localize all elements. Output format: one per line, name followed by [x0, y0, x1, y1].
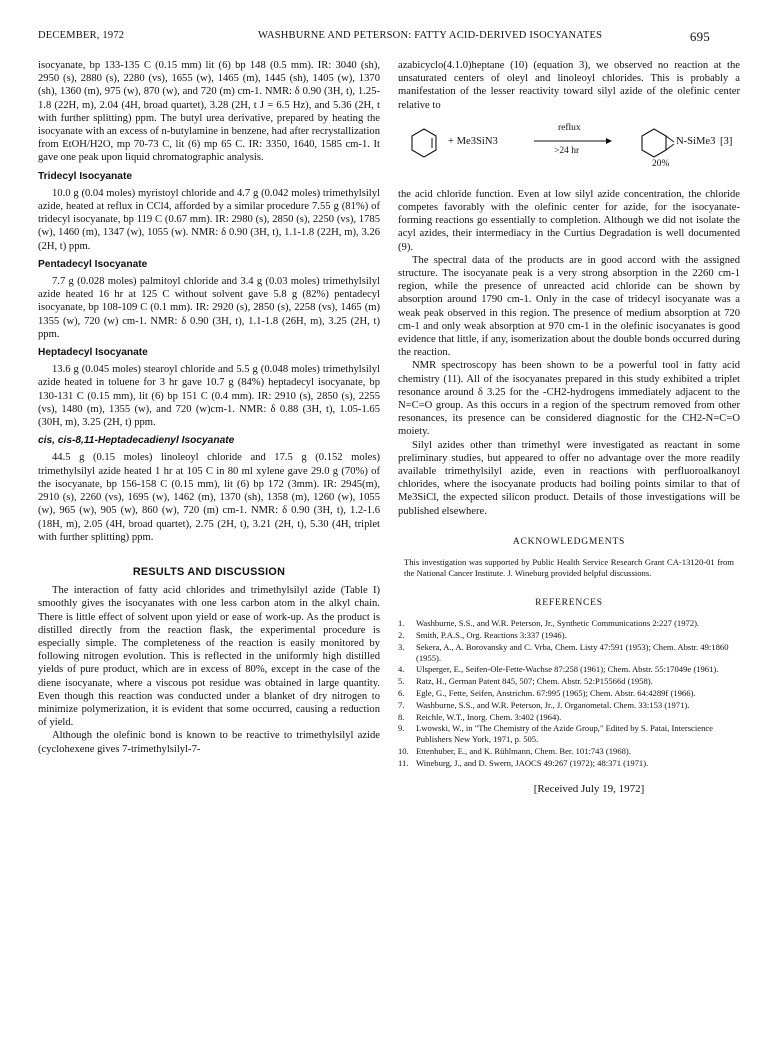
reference-number: 6.	[398, 688, 405, 699]
reference-number: 2.	[398, 630, 405, 641]
reagent-label: + Me3SiN3	[448, 135, 498, 147]
references-heading: REFERENCES	[535, 598, 603, 609]
section-heading-heptadecyl: Heptadecyl Isocyanate	[38, 347, 148, 359]
yield-label: 20%	[652, 158, 670, 169]
reference-number: 4.	[398, 664, 405, 675]
reference-number: 5.	[398, 676, 405, 687]
reference-number: 11.	[398, 757, 409, 768]
reference-item	[398, 618, 740, 629]
reference-item	[398, 723, 740, 745]
reference-text: Lwowski, W., in "The Chemistry of the Azide Group," Edited by S. Patai, Interscience Publishers New York, 1971, p. 505.	[416, 723, 713, 745]
reference-text: Wineburg, J., and D. Swern, JAOCS 49:267 (1972); 48:371 (1971).	[416, 757, 649, 768]
reference-number: 1.	[398, 618, 405, 629]
product-label: N-SiMe3	[676, 135, 716, 147]
reference-text: Sekera, A., A. Borovansky and C. Vrba, Chem. Listy 47:591 (1953); Chem. Abstr. 49:1860 (1955).	[416, 641, 729, 663]
received-date: [Received July 19, 1972]	[533, 782, 645, 795]
page-number: 695	[689, 29, 710, 44]
reference-number: 8.	[398, 711, 405, 722]
reference-number: 7.	[398, 699, 405, 710]
section-heading-heptadecadienyl: cis, cis-8,11-Heptadecadienyl Isocyanate	[38, 435, 235, 447]
aziridine-bond	[666, 144, 674, 150]
paragraph: 44.5 g (0.15 moles) linoleoyl chloride and 17.5 g (0.152 moles) trimethylsilyl azide heated 1 hr at 105 C in 80 ml xylene gave 29.0 g (70%) of the isocyanate, bp 156-158 C (0.15 mm), lit (6) bp 172 (3mm). IR: 2945(m), 2910 (s), 2260 (vs), 1695 (w), 1462 (m), 1370 (sh), 1358 (m), 1260 (w), 1055 (w), 965 (w), 905 (w), 860 (w), 720 (m) cm-1. NMR: δ 0.90 (3H, t), 1.2-1.6 (18H, m), 2.05 (4H, broad quartet), 2.75 (2H, t), 3.21 (2H, t), 5.30 (4H, triplet with further splitting) ppm.	[38, 452, 380, 543]
reference-number: 3.	[398, 641, 405, 652]
reaction-equation-3	[398, 120, 740, 178]
reference-text: Ulsperger, E., Seifen-Ole-Fette-Wachse 87:258 (1961); Chem. Abstr. 55:17049e (1961).	[416, 664, 719, 675]
reference-item	[398, 700, 740, 711]
reference-item	[398, 630, 740, 641]
reference-item	[398, 746, 740, 757]
reference-text: Washburne, S.S., and W.R. Peterson, Jr., Synthetic Communications 2:227 (1972).	[416, 618, 700, 629]
reference-item	[398, 712, 740, 723]
acknowledgments-text: This investigation was supported by Public Health Service Research Grant CA-13120-01 from the National Cancer Institute. J. Wineburg provided helpful discussions.	[404, 557, 734, 579]
reference-item	[398, 758, 740, 769]
reference-text: Ettenhuber, E., and K. Rühlmann, Chem. Ber. 101:743 (1968).	[416, 746, 631, 757]
paragraph: The interaction of fatty acid chlorides and trimethylsilyl azide (Table I) smoothly gives the isocyanates with one less carbon atom in the alkyl chain. There is little effect of solvent upon yield or ease of work-up. As the product is distilled directly from the reaction flask, the experimental procedure is especially simple. The completeness of the reaction is easily monitored by following nitrogen evolution. This is reflected in the uniformly high distilled yields of pure product, which are in excess of 80%, except in the case of the diene isocyanate, where a viscous pot residue was obtained in large quantity. Even though this reaction was conducted under a blanket of dry nitrogen to minimize polymerization, it is evident that some occurred, causing a reduction of yield.	[38, 585, 380, 729]
paragraph: Although the olefinic bond is known to be reactive to trimethylsilyl azide (cyclohexene gives 7-trimethylsilyl-7-	[38, 730, 380, 755]
section-heading-pentadecyl: Pentadecyl Isocyanate	[38, 258, 148, 270]
reference-text: Reichle, W.T., Inorg. Chem. 3:402 (1964).	[416, 711, 562, 722]
left-column	[38, 59, 380, 756]
reference-number: 10.	[398, 746, 409, 757]
paragraph: 13.6 g (0.045 moles) stearoyl chloride and 5.5 g (0.048 moles) trimethylsilyl azide heated in toluene for 3 hr gave 10.7 g (84%) heptadecyl isocyanate, bp 130-131 C (0.15 mm), lit (6) bp 151 C (0.4 mm). IR: 2910 (s), 2850 (s), 2255 (vs), 1480 (m), 1355 (w), and 720 (w)cm-1. NMR: δ 0.88 (3H, t), 1.05-1.65 (30H, m), 3.25 (2H, t) ppm.	[38, 364, 380, 429]
equation-number: [3]	[720, 135, 733, 147]
section-heading-tridecyl: Tridecyl Isocyanate	[38, 170, 132, 182]
reference-text: Washburne, S.S., and W.R. Peterson, Jr., J. Organometal. Chem. 33:153 (1971).	[416, 699, 690, 710]
reference-item	[398, 664, 740, 675]
paragraph: NMR spectroscopy has been shown to be a powerful tool in fatty acid chemistry (11). All of the isocyanates prepared in this study exhibited a triplet resonance around δ 3.25 for the -CH2-hydrogens immediately adjacent to the N=C=O group. As this occurs in a region of the spectrum removed from other resonances, its presence can be considered diagnostic for the CH2-N=C=O moiety.	[398, 360, 740, 438]
running-header	[38, 30, 710, 46]
arrow-condition-below: >24 hr	[554, 145, 580, 156]
paragraph: Silyl azides other than trimethyl were investigated as reactant in some preliminary studies, but appeared to offer no advantage over the more readily available trimethylsilyl azide, even in reactions with perfluoroalkanoyl chlorides, where the isocyanate products had boiling points similar to that of Me3SiCl, the expected silicon product. Details of those investigations will be published elsewhere.	[398, 439, 740, 517]
paragraph: 10.0 g (0.04 moles) myristoyl chloride and 4.7 g (0.042 moles) trimethylsilyl azide, heated at reflux in CCl4, afforded by a similar procedure 7.55 g (81%) of tridecyl isocyanate, bp 119 C (0.67 mm). IR: 2980 (s), 2850 (s), 2250 (vs), 1785 (w), 1460 (m), 1347 (w), 1055 (w). NMR: δ 0.90 (3H, t), 1.1-1.8 (22H, m), 3.26 (2H, t) ppm.	[38, 187, 380, 252]
arrow-head	[606, 138, 612, 144]
results-heading: RESULTS AND DISCUSSION	[132, 565, 286, 578]
reference-item	[398, 688, 740, 699]
reference-text: Ratz, H., German Patent 845, 507; Chem. Abstr. 52:P15566d (1958).	[416, 676, 653, 687]
reference-item	[398, 642, 740, 664]
paragraph: 7.7 g (0.028 moles) palmitoyl chloride and 3.4 g (0.03 moles) trimethylsilyl azide heated 16 hr at 125 C without solvent gave 5.8 g (82%) pentadecyl isocyanate, bp 108-109 C (0.1 mm). IR: 2920 (s), 2850 (s), 2258 (vs), 1465 (m) 1355 (w), 720 (w) cm-1. NMR: δ 0.90 (3H, t), 1.1-1.8 (26H, m), 3.25 (2H, t) ppm.	[38, 276, 380, 340]
reference-text: Smith, P.A.S., Org. Reactions 3:337 (1946).	[416, 630, 567, 641]
reference-item	[398, 676, 740, 687]
paragraph: The spectral data of the products are in good accord with the assigned structure. The isocyanate peak is a very strong absorption in the 2260 cm-1 region, while the presence of unreacted acid chloride can be shown by absorption around 1790 cm-1. Only in the case of tridecyl isocyanate was a weak peak observed in this region. The presence of medium absorption at 720 cm-1 and only weak absorption at 970 cm-1 in the olefinic isocyanates is good evidence that little, if any, isomerization about the double bonds occurred during the reaction.	[398, 254, 740, 359]
paragraph: azabicyclo(4.1.0)heptane (10) (equation 3), we observed no reaction at the unsaturated centers of oleyl and linoleoyl chlorides. This is probably a manifestation of the lesser reactivity toward silyl azide of the olefinic center relative to	[398, 60, 740, 111]
paragraph: the acid chloride function. Even at low silyl azide concentration, the chloride competes favorably with the olefinic center for azide, for the isocyanate-forming reactions go essentially to completion. Although we did not isolate the acyl azides, their intermediacy in the Curtius Degradation is well documented (9).	[398, 188, 740, 253]
product-ring	[642, 129, 666, 157]
aziridine-bond	[666, 136, 674, 142]
paragraph: isocyanate, bp 133-135 C (0.15 mm) lit (6) bp 148 (0.5 mm). IR: 3040 (sh), 2950 (s), 2880 (s), 2280 (vs), 1655 (w), 1465 (m), 1445 (sh), 1405 (w), 1370 (sh), 1360 (m), 975 (w), 870 (w), and 720 (m) cm-1. NMR: δ 0.90 (3H, t), 1.25-1.8 (22H, m), 2.04 (4H, broad quartet), 3.28 (2H, t J = 6.5 Hz), and 5.36 (2H, t with further splitting) ppm. The butyl urea derivative, prepared by heating the isocyanate with an excess of n-butylamine in benzene, had after recrystallization from EtOH/H2O, mp 70-73 C, lit (6) mp 65 C. IR: 3350, 1640, 1585 cm-1. It gave one peak upon liquid chromatographic analysis.	[38, 60, 380, 164]
header-running-title: WASHBURNE AND PETERSON: FATTY ACID-DERIVED ISOCYANATES	[258, 30, 603, 41]
reference-number: 9.	[398, 723, 405, 734]
acknowledgments-heading: ACKNOWLEDGMENTS	[512, 536, 626, 547]
references-list	[398, 618, 740, 768]
arrow-condition-above: reflux	[558, 122, 581, 133]
reference-text: Egle, G., Fette, Seifen, Anstrichm. 67:995 (1965); Chem. Abstr. 64:4289f (1966).	[416, 688, 696, 699]
right-column	[398, 59, 740, 796]
header-date: DECEMBER, 1972	[38, 30, 125, 41]
